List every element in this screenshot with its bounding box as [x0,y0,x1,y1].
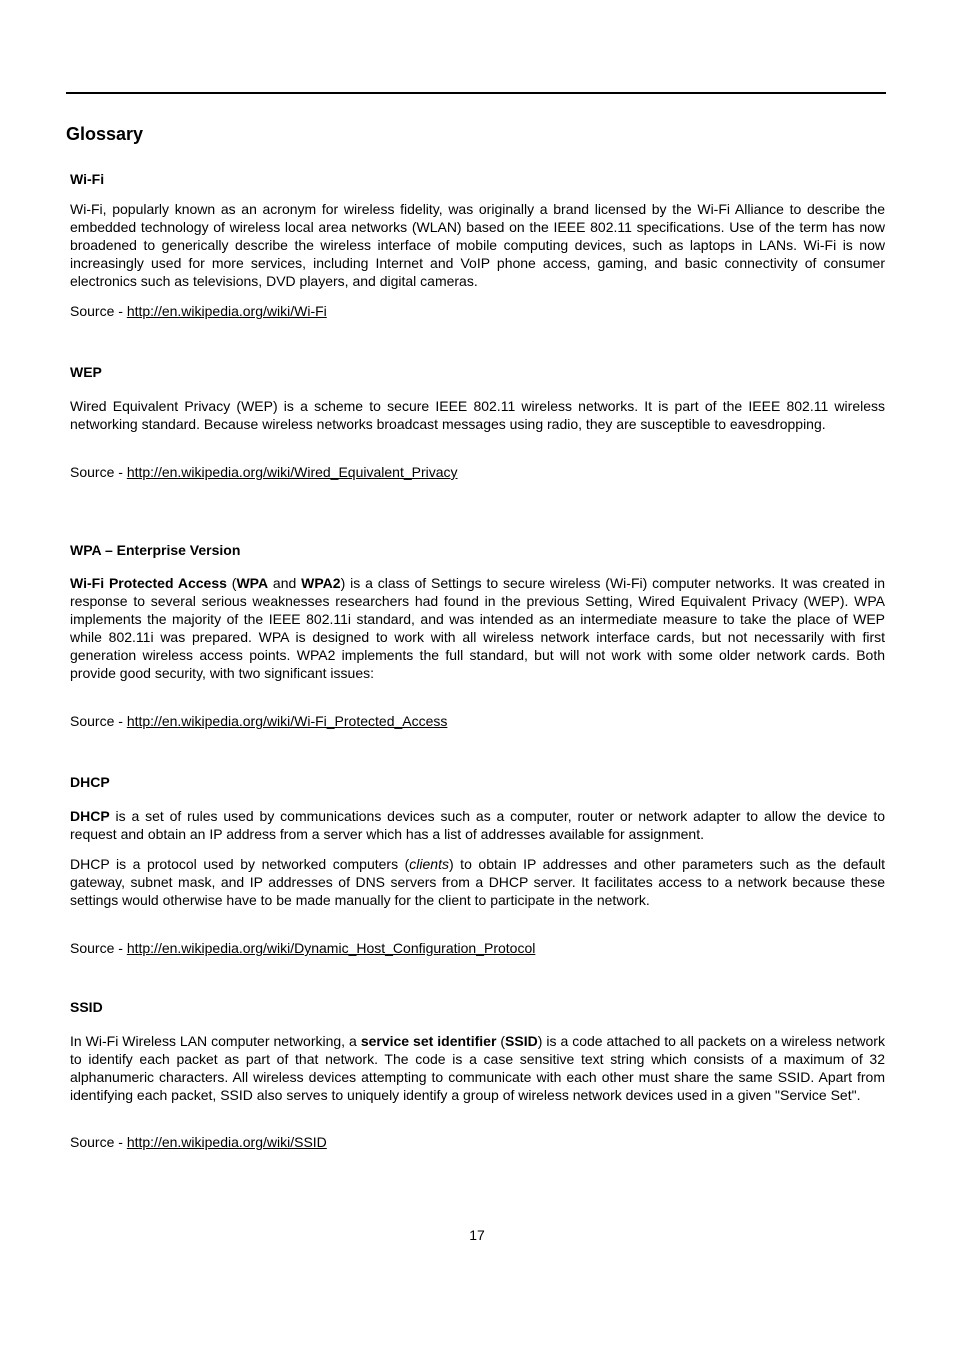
section-ssid [70,998,885,1016]
wpa-text: ) is a class of Settings to secure wireless (Wi-Fi) computer networks. It was created in response to several serious weaknesses researchers had found in the previous Setting, Wired Equivalent Privacy (WEP). WPA implements the majority of the IEEE 802.11i standard, and was intended as an intermediate measure to take the place of WEP while 802.11i was prepared. WPA is designed to work with all wireless network interface cards, but not necessarily with first generation wireless access points. WPA2 implements the full standard, but will not work with some older network cards. Both provide good security, with two significant issues: [70,575,885,681]
wep-paragraph: Wired Equivalent Privacy (WEP) is a scheme to secure IEEE 802.11 wireless networks. It is part of the IEEE 802.11 wireless networking standard. Because wireless networks broadcast messages using radio, they are susceptible to eavesdropping. [70,398,885,432]
source-label: Source - [70,303,127,319]
dhcp-text: is a set of rules used by communications devices such as a computer, router or network adapter to allow the device to request and obtain an IP address from a server which has a list of addresses available for assignment. [70,808,885,842]
dhcp-term: DHCP [70,808,110,824]
source-ssid [70,1133,327,1151]
source-label: Source - [70,464,127,480]
heading-dhcp: DHCP [70,774,110,790]
ssid-text: ( [496,1033,506,1049]
section-wpa [70,541,885,559]
wpa-paragraph [70,574,885,682]
dhcp-paragraph-2 [70,855,885,909]
wpa-term-full: Wi-Fi Protected Access [70,575,227,591]
source-label: Source - [70,713,127,729]
link-wpa[interactable]: http://en.wikipedia.org/wiki/Wi-Fi_Protected_Access [126,713,448,729]
source-label: Source - [70,940,127,956]
header-rule [66,92,886,94]
source-wpa [70,712,447,730]
page-title: Glossary [66,124,144,144]
ssid-body [70,1032,885,1104]
heading-wep: WEP [70,364,102,380]
heading-wifi: Wi-Fi [70,171,105,187]
link-ssid[interactable]: http://en.wikipedia.org/wiki/SSID [126,1134,327,1150]
wep-body [70,397,885,433]
section-wifi [70,170,885,188]
page-number: 17 [469,1227,485,1243]
heading-ssid: SSID [70,999,103,1015]
ssid-term-full: service set identifier [360,1033,497,1049]
ssid-term-ssid: SSID [505,1033,538,1049]
wifi-body [70,200,885,290]
dhcp-text: ) to obtain IP addresses and other parameters such as the default gateway, subnet mask, and IP addresses of DNS servers from a DHCP server. It facilitates access to a network because these settings would otherwise have to be made manually for the client to participate in the network. [70,856,885,908]
source-wep [70,463,458,481]
source-dhcp [70,939,535,957]
wpa-body [70,574,885,682]
section-dhcp [70,773,885,791]
wpa-term-wpa: WPA [236,575,269,591]
dhcp-paragraph-1 [70,807,885,843]
heading-wpa: WPA – Enterprise Version [70,542,241,558]
ssid-paragraph [70,1032,885,1104]
dhcp-italic-clients: clients [409,856,449,872]
link-dhcp[interactable]: http://en.wikipedia.org/wiki/Dynamic_Host_Configuration_Protocol [126,940,536,956]
link-wep[interactable]: http://en.wikipedia.org/wiki/Wired_Equivalent_Privacy [126,464,458,480]
wpa-term-wpa2: WPA2 [301,575,341,591]
ssid-text: ) is a code attached to all packets on a wireless network to identify each packet as part of that network. The code is a case sensitive text string which consists of a maximum of 32 alphanumeric characters. All wireless devices attempting to communicate with each other must share the same SSID. Apart from identifying each packet, SSID also serves to uniquely identify a group of wireless network devices used in a given "Service Set". [70,1033,885,1103]
wpa-text: ( [226,575,237,591]
dhcp-text: DHCP is a protocol used by networked computers ( [70,856,410,872]
wpa-text: and [268,575,302,591]
ssid-text: In Wi-Fi Wireless LAN computer networking, a [70,1033,361,1049]
dhcp-body-1 [70,807,885,843]
section-wep [70,363,885,381]
link-wifi[interactable]: http://en.wikipedia.org/wiki/Wi-Fi [126,303,327,319]
dhcp-body-2 [70,855,885,909]
wifi-paragraph: Wi-Fi, popularly known as an acronym for wireless fidelity, was originally a brand licensed by the Wi-Fi Alliance to describe the embedded technology of wireless local area networks (WLAN) based on the IEEE 802.11 specifications. Use of the term has now broadened to generically describe the wireless interface of mobile computing devices, such as laptops in LANs. Wi-Fi is now increasingly used for more services, including Internet and VoIP phone access, gaming, and basic connectivity of consumer electronics such as televisions, DVD players, and digital cameras. [70,201,885,289]
source-label: Source - [70,1134,127,1150]
source-wifi [70,302,327,320]
